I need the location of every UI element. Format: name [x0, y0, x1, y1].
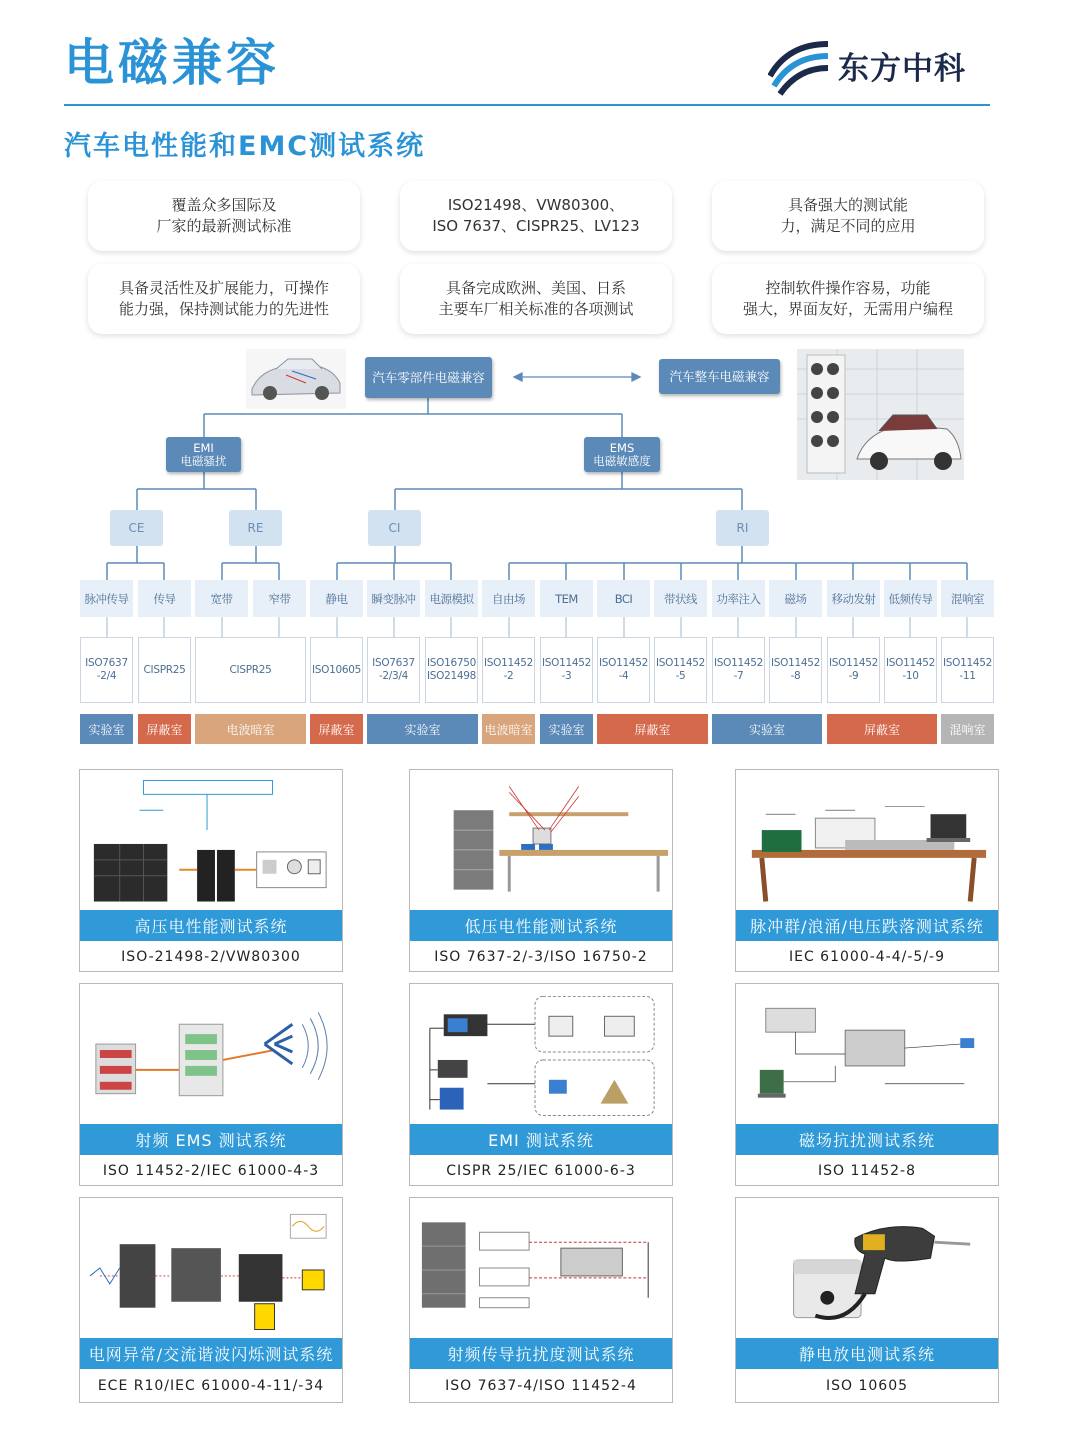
system-title: EMI 测试系统 [410, 1124, 672, 1155]
system-title: 电网异常/交流谐波闪烁测试系统 [80, 1338, 342, 1369]
system-card [735, 983, 999, 1186]
standard-cell: CISPR25 [195, 637, 306, 703]
room-shield-badge: 屏蔽室 [310, 714, 363, 744]
system-diagram-image [80, 770, 342, 910]
logo-text: 东方中科 [838, 51, 966, 87]
system-standard: ECE R10/IEC 61000-4-11/-34 [97, 1378, 325, 1394]
feature-card: 控制软件操作容易，功能 强大，界面友好，无需用户编程 [712, 264, 984, 334]
system-diagram-image [410, 984, 672, 1124]
feature-card: 具备完成欧洲、美国、日系 主要车厂相关标准的各项测试 [400, 264, 672, 334]
standard-cell: ISO11452 -4 [597, 637, 650, 703]
system-card [409, 769, 673, 972]
system-diagram-image [80, 1198, 342, 1338]
category-cell: 移动发射 [827, 580, 880, 617]
system-card [79, 1197, 343, 1403]
emi-node: EMI 电磁骚扰 [166, 437, 241, 472]
category-cell: 脉冲传导 [80, 580, 133, 617]
system-title: 脉冲群/浪涌/电压跌落测试系统 [736, 910, 998, 941]
category-cell: 静电 [310, 580, 363, 617]
category-cell: 窄带 [253, 580, 306, 617]
standard-cell: ISO16750 ISO21498 [425, 637, 478, 703]
system-standard: ISO-21498-2/VW80300 [121, 948, 301, 965]
ce-node: CE [110, 510, 163, 546]
room-shield-badge: 屏蔽室 [138, 714, 191, 744]
system-title: 静电放电测试系统 [736, 1338, 998, 1369]
system-diagram-image [736, 770, 998, 910]
category-cell: 带状线 [654, 580, 707, 617]
room-anechoic-badge: 电波暗室 [195, 714, 306, 744]
system-card [409, 1197, 673, 1403]
system-standard: ISO 7637-4/ISO 11452-4 [445, 1378, 637, 1394]
standard-cell: ISO11452 -5 [654, 637, 707, 703]
standard-cell: ISO11452 -10 [884, 637, 937, 703]
system-title: 射频 EMS 测试系统 [80, 1124, 342, 1155]
standard-cell: ISO7637 -2/3/4 [367, 637, 420, 703]
feature-card: ISO21498、VW80300、 ISO 7637、CISPR25、LV123 [400, 181, 672, 251]
category-cell: 传导 [138, 580, 191, 617]
system-diagram-image [410, 1198, 672, 1338]
category-cell: 自由场 [482, 580, 535, 617]
category-cell: 功率注入 [712, 580, 765, 617]
category-cell: 电源模拟 [425, 580, 478, 617]
standard-cell: ISO11452 -9 [827, 637, 880, 703]
system-standard: ISO 10605 [825, 1378, 909, 1394]
system-card [79, 983, 343, 1186]
room-lab-badge: 实验室 [540, 714, 593, 744]
category-cell: 瞬变脉冲 [367, 580, 420, 617]
standard-cell: ISO10605 [310, 637, 363, 703]
system-diagram-image [80, 984, 342, 1124]
category-cell: TEM [540, 580, 593, 617]
room-reverb-badge: 混响室 [941, 714, 994, 744]
room-shield-badge: 屏蔽室 [827, 714, 937, 744]
system-card [79, 769, 343, 972]
standard-cell: ISO11452 -3 [540, 637, 593, 703]
system-card [409, 983, 673, 1186]
feature-card: 覆盖众多国际及 厂家的最新测试标准 [88, 181, 360, 251]
system-standard: ISO 11452-8 [818, 1162, 916, 1179]
re-node: RE [229, 510, 282, 546]
room-lab-badge: 实验室 [80, 714, 133, 744]
ems-node: EMS 电磁敏感度 [584, 437, 660, 472]
standard-cell: ISO11452 -7 [712, 637, 765, 703]
standard-cell: ISO11452 -2 [482, 637, 535, 703]
page-title: 电磁兼容 [64, 34, 280, 92]
system-card [735, 1197, 999, 1403]
system-standard: CISPR 25/IEC 61000-6-3 [446, 1162, 636, 1179]
double-arrow-icon [514, 373, 640, 381]
category-cell: BCI [597, 580, 650, 617]
feature-card: 具备强大的测试能 力，满足不同的应用 [712, 181, 984, 251]
system-diagram-image [736, 984, 998, 1124]
room-anechoic-badge: 电波暗室 [482, 714, 535, 744]
system-title: 磁场抗扰测试系统 [736, 1124, 998, 1155]
esd-gun-image [736, 1198, 998, 1338]
category-cell: 混响室 [941, 580, 994, 617]
system-standard: ISO 7637-2/-3/ISO 16750-2 [434, 948, 648, 965]
standard-cell: CISPR25 [138, 637, 191, 703]
room-lab-badge: 实验室 [367, 714, 478, 744]
feature-card: 具备灵活性及扩展能力，可操作 能力强，保持测试能力的先进性 [88, 264, 360, 334]
component-emc-node: 汽车零部件电磁兼容 [365, 357, 492, 398]
system-title: 射频传导抗扰度测试系统 [410, 1338, 672, 1369]
room-lab-badge: 实验室 [712, 714, 822, 744]
category-cell: 低频传导 [884, 580, 937, 617]
standard-cell: ISO11452 -11 [941, 637, 994, 703]
system-card [735, 769, 999, 972]
ci-node: CI [368, 510, 421, 546]
section-subtitle: 汽车电性能和EMC测试系统 [64, 131, 426, 162]
system-diagram-image [410, 770, 672, 910]
category-cell: 宽带 [195, 580, 248, 617]
standard-cell: ISO11452 -8 [769, 637, 822, 703]
ri-node: RI [716, 510, 769, 546]
standard-cell: ISO7637 -2/4 [80, 637, 133, 703]
system-title: 高压电性能测试系统 [80, 910, 342, 941]
car-schematic-image [246, 349, 346, 409]
category-cell: 磁场 [769, 580, 822, 617]
system-title: 低压电性能测试系统 [410, 910, 672, 941]
system-standard: IEC 61000-4-4/-5/-9 [788, 948, 945, 965]
system-standard: ISO 11452-2/IEC 61000-4-3 [102, 1162, 320, 1179]
room-shield-badge: 屏蔽室 [597, 714, 708, 744]
vehicle-emc-node: 汽车整车电磁兼容 [659, 359, 780, 394]
vehicle-chamber-image [797, 349, 964, 480]
